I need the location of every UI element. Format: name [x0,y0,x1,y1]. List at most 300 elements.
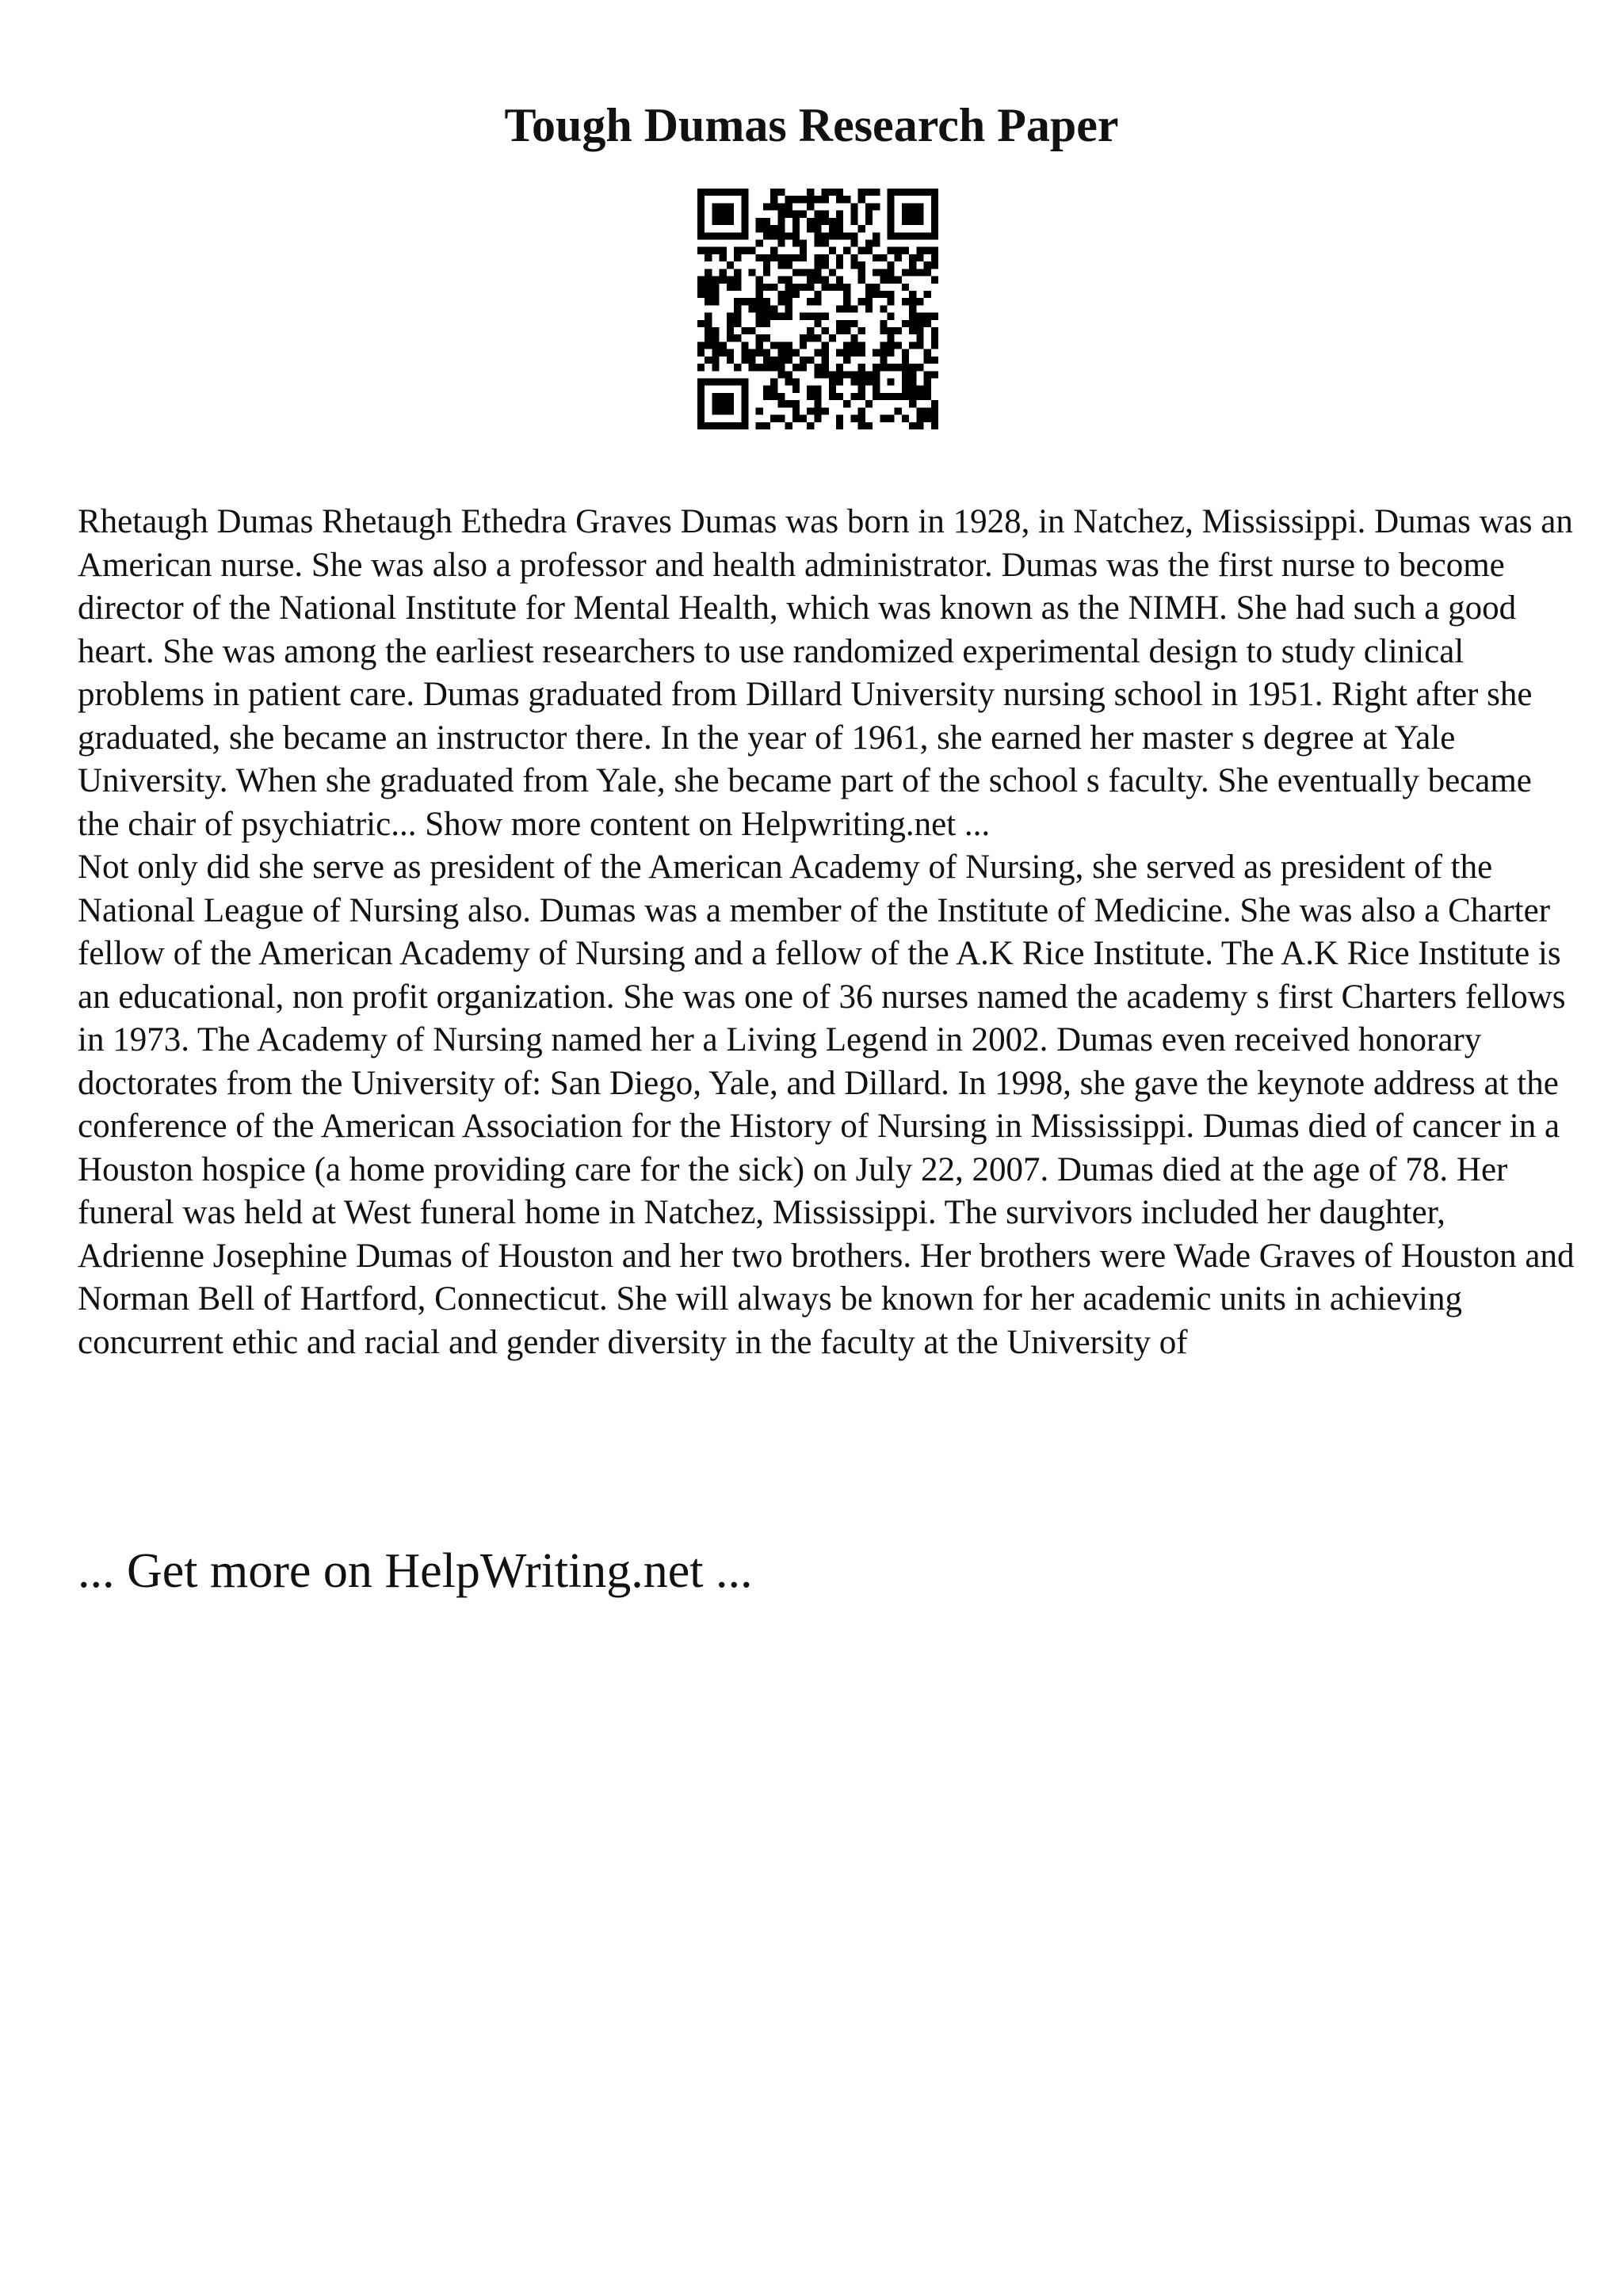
qr-module [712,327,719,334]
qr-module [931,196,938,203]
qr-module [785,400,792,407]
qr-module [785,298,792,305]
qr-module [763,313,770,320]
qr-module [865,400,873,407]
qr-module [850,334,857,341]
qr-module [741,203,748,210]
qr-module [697,400,705,407]
qr-module [712,232,719,239]
qr-module [785,357,792,364]
qr-module [800,357,807,364]
qr-module [756,422,763,429]
qr-module [931,422,938,429]
qr-module [800,364,807,371]
qr-module [748,247,755,254]
qr-module [931,225,938,232]
qr-module [822,239,829,246]
qr-module [727,349,734,357]
qr-module [916,422,923,429]
qr-module [741,218,748,225]
qr-module [756,320,763,327]
qr-module [741,327,748,334]
qr-module [895,393,902,400]
qr-module [741,189,748,196]
qr-module [902,211,909,218]
qr-module [858,261,865,269]
qr-module [909,393,916,400]
qr-module [763,305,770,312]
qr-module [858,189,865,196]
qr-module [888,211,895,218]
qr-module [756,349,763,357]
qr-module [909,313,916,320]
qr-module [814,400,821,407]
qr-module [800,284,807,291]
qr-module [924,415,931,422]
qr-module [720,379,727,386]
qr-module [931,203,938,210]
qr-module [792,218,800,225]
qr-module [924,247,931,254]
qr-module [924,232,931,239]
qr-module [792,400,800,407]
qr-module [697,393,705,400]
qr-module [807,327,814,334]
qr-module [909,364,916,371]
qr-module [836,364,843,371]
qr-module [720,400,727,407]
qr-module [836,371,843,378]
qr-module [777,291,785,298]
qr-module [865,379,873,386]
qr-module [727,379,734,386]
qr-module [807,277,814,284]
qr-module [697,415,705,422]
qr-module [924,291,931,298]
qr-module [785,203,792,210]
qr-module [843,349,850,357]
qr-module [902,371,909,378]
qr-module [697,247,705,254]
qr-module [777,254,785,261]
qr-module [895,341,902,349]
qr-module [858,196,865,203]
qr-module [843,232,850,239]
qr-module [916,415,923,422]
qr-module [777,371,785,378]
qr-module [705,291,712,298]
qr-module [909,379,916,386]
qr-module [792,254,800,261]
qr-module [888,298,895,305]
qr-module [770,225,777,232]
qr-module [785,211,792,218]
qr-module [785,379,792,386]
qr-module [748,357,755,364]
qr-module [712,407,719,414]
qr-module [777,364,785,371]
qr-module [836,254,843,261]
qr-module [814,386,821,393]
qr-module [734,334,741,341]
qr-module [777,277,785,284]
qr-module [880,291,887,298]
qr-module [814,254,821,261]
qr-module [822,232,829,239]
qr-module [822,211,829,218]
qr-module [924,189,931,196]
qr-module [888,341,895,349]
qr-module [902,386,909,393]
qr-module [829,247,836,254]
qr-module [880,269,887,276]
qr-module [865,247,873,254]
qr-module [843,400,850,407]
qr-module [734,247,741,254]
qr-module [792,364,800,371]
qr-module [873,269,880,276]
qr-module [931,341,938,349]
qr-module [785,341,792,349]
qr-module [770,393,777,400]
qr-module [916,393,923,400]
qr-module [770,189,777,196]
qr-module [720,407,727,414]
qr-module [909,189,916,196]
qr-module [850,203,857,210]
qr-module [822,196,829,203]
qr-module [836,261,843,269]
qr-module [909,305,916,312]
qr-module [931,407,938,414]
qr-module [800,239,807,246]
qr-module [792,232,800,239]
qr-module [829,371,836,378]
qr-module [785,291,792,298]
qr-module [931,313,938,320]
qr-module [850,349,857,357]
qr-module [822,371,829,378]
qr-module [720,211,727,218]
qr-module [741,386,748,393]
page-title: Tough Dumas Research Paper [504,99,1119,151]
qr-module [727,277,734,284]
qr-module [785,254,792,261]
qr-module [800,247,807,254]
qr-module [858,379,865,386]
qr-module [843,320,850,327]
paragraph-1: Rhetaugh Dumas Rhetaugh Ethedra Graves Dumas was born in 1928, in Natchez, Mississippi. Dumas was an American nurse. She was also a professor and health administrator. Dumas was the first nurse to become director of the National Institute for Mental Health, which was known as the NIMH. She had such a good heart. She was among the earliest researchers to use randomized experimental design to study clinical problems in patient care. Dumas graduated from Dillard University nursing school in 1951. Right after she graduated, she became an instructor there. In the year of 1961, she earned her master s degree at Yale University. When she graduated from Yale, she became part of the school s faculty. She eventually became the chair of psychiatric... Show more content on Helpwriting.net ... [78,503,1573,843]
qr-module [697,203,705,210]
qr-module [858,386,865,393]
qr-module [741,341,748,349]
qr-module [720,341,727,349]
qr-module [909,211,916,218]
qr-module [865,203,873,210]
qr-module [697,189,705,196]
qr-module [858,247,865,254]
qr-module [756,305,763,312]
qr-module [705,284,712,291]
qr-module [705,298,712,305]
qr-module [800,334,807,341]
qr-module [697,284,705,291]
qr-module [822,357,829,364]
qr-module [858,349,865,357]
qr-module [850,305,857,312]
qr-module [822,277,829,284]
qr-module [850,218,857,225]
qr-module [741,298,748,305]
qr-module [916,298,923,305]
qr-module [880,357,887,364]
qr-module [741,196,748,203]
qr-module [697,422,705,429]
qr-module [814,239,821,246]
qr-module [748,269,755,276]
qr-module [858,269,865,276]
qr-module [777,313,785,320]
qr-module [777,357,785,364]
qr-module [705,232,712,239]
qr-module [880,393,887,400]
qr-module [843,247,850,254]
qr-module [909,341,916,349]
qr-module [865,189,873,196]
qr-module [873,232,880,239]
qr-module [902,247,909,254]
qr-module [829,269,836,276]
qr-module [902,269,909,276]
qr-module [734,379,741,386]
qr-module [756,239,763,246]
qr-module [697,320,705,327]
qr-module [770,305,777,312]
qr-module [777,218,785,225]
qr-module [822,364,829,371]
qr-module [800,313,807,320]
qr-module [916,203,923,210]
qr-module [924,261,931,269]
qr-module [873,349,880,357]
qr-module [902,218,909,225]
qr-module [777,225,785,232]
qr-module [792,239,800,246]
qr-module [836,349,843,357]
qr-module [763,269,770,276]
qr-module [822,189,829,196]
qr-module [909,203,916,210]
qr-module [916,386,923,393]
qr-module [807,386,814,393]
qr-module [909,371,916,378]
get-more-link[interactable]: ... Get more on HelpWriting.net ... [78,1544,753,1598]
qr-module [895,407,902,414]
qr-module [777,232,785,239]
qr-module [727,313,734,320]
qr-module [756,364,763,371]
qr-module [822,327,829,334]
qr-module [931,261,938,269]
qr-module [712,334,719,341]
qr-module [873,284,880,291]
qr-module [909,298,916,305]
qr-module [800,254,807,261]
qr-module [814,393,821,400]
qr-module [697,349,705,357]
qr-module [770,386,777,393]
qr-module [909,422,916,429]
qr-module [727,320,734,327]
qr-module [814,225,821,232]
qr-module [880,341,887,349]
qr-module [777,189,785,196]
qr-module [873,254,880,261]
qr-module [712,393,719,400]
qr-module [814,364,821,371]
qr-module [888,393,895,400]
qr-module [822,254,829,261]
qr-module [785,284,792,291]
qr-module [850,379,857,386]
qr-module [807,334,814,341]
qr-module [836,422,843,429]
qr-module [807,269,814,276]
qr-module [720,422,727,429]
qr-module [843,305,850,312]
qr-module [916,211,923,218]
qr-module [909,261,916,269]
qr-module [909,254,916,261]
qr-module [902,364,909,371]
qr-module [814,407,821,414]
qr-module [858,327,865,334]
qr-module [909,386,916,393]
qr-module [792,291,800,298]
qr-module [850,320,857,327]
qr-module [865,239,873,246]
qr-module [807,284,814,291]
qr-module [909,232,916,239]
qr-module [888,269,895,276]
qr-module [850,371,857,378]
qr-module [763,218,770,225]
qr-module [727,232,734,239]
qr-module [741,400,748,407]
qr-module [734,422,741,429]
qr-module [865,211,873,218]
qr-module [836,415,843,422]
qr-module [916,320,923,327]
qr-module [720,349,727,357]
qr-module [741,225,748,232]
qr-module [705,254,712,261]
qr-module [777,211,785,218]
qr-module [705,341,712,349]
qr-module [756,341,763,349]
qr-module [822,407,829,414]
qr-module [888,196,895,203]
qr-module [792,284,800,291]
qr-module [741,357,748,364]
qr-module [807,298,814,305]
qr-module [888,189,895,196]
qr-module [865,218,873,225]
qr-module [865,371,873,378]
qr-module [756,291,763,298]
qr-module [748,298,755,305]
qr-module [770,247,777,254]
qr-module [924,320,931,327]
qr-module [720,277,727,284]
qr-module [829,393,836,400]
qr-module [895,254,902,261]
qr-module [785,422,792,429]
qr-module [829,232,836,239]
qr-module [720,254,727,261]
qr-module [931,327,938,334]
qr-module [836,277,843,284]
qr-module [924,393,931,400]
qr-module [770,284,777,291]
qr-module [931,415,938,422]
qr-module [814,298,821,305]
qr-module [727,261,734,269]
qr-module [727,327,734,334]
qr-module [712,379,719,386]
qr-module [763,298,770,305]
qr-module [800,269,807,276]
qr-module [734,269,741,276]
qr-module [888,291,895,298]
qr-module [924,349,931,357]
qr-module [924,357,931,364]
qr-module [734,254,741,261]
qr-module [909,269,916,276]
qr-module [880,415,887,422]
qr-module [705,357,712,364]
qr-module [858,277,865,284]
qr-module [931,254,938,261]
qr-module [741,379,748,386]
qr-module [777,349,785,357]
qr-module [727,284,734,291]
qr-module [858,415,865,422]
qr-module [748,364,755,371]
qr-module [748,305,755,312]
qr-module [814,232,821,239]
qr-module [792,415,800,422]
qr-module [822,349,829,357]
qr-module [734,189,741,196]
qr-module [829,334,836,341]
qr-module [931,232,938,239]
qr-module [727,334,734,341]
qr-module [734,298,741,305]
qr-module [807,189,814,196]
qr-module [858,393,865,400]
qr-module [727,422,734,429]
qr-module [734,284,741,291]
qr-module [763,386,770,393]
qr-module [777,261,785,269]
qr-module [850,239,857,246]
qr-module [741,415,748,422]
qr-module [873,189,880,196]
qr-module [777,393,785,400]
qr-module [763,254,770,261]
qr-module [741,211,748,218]
